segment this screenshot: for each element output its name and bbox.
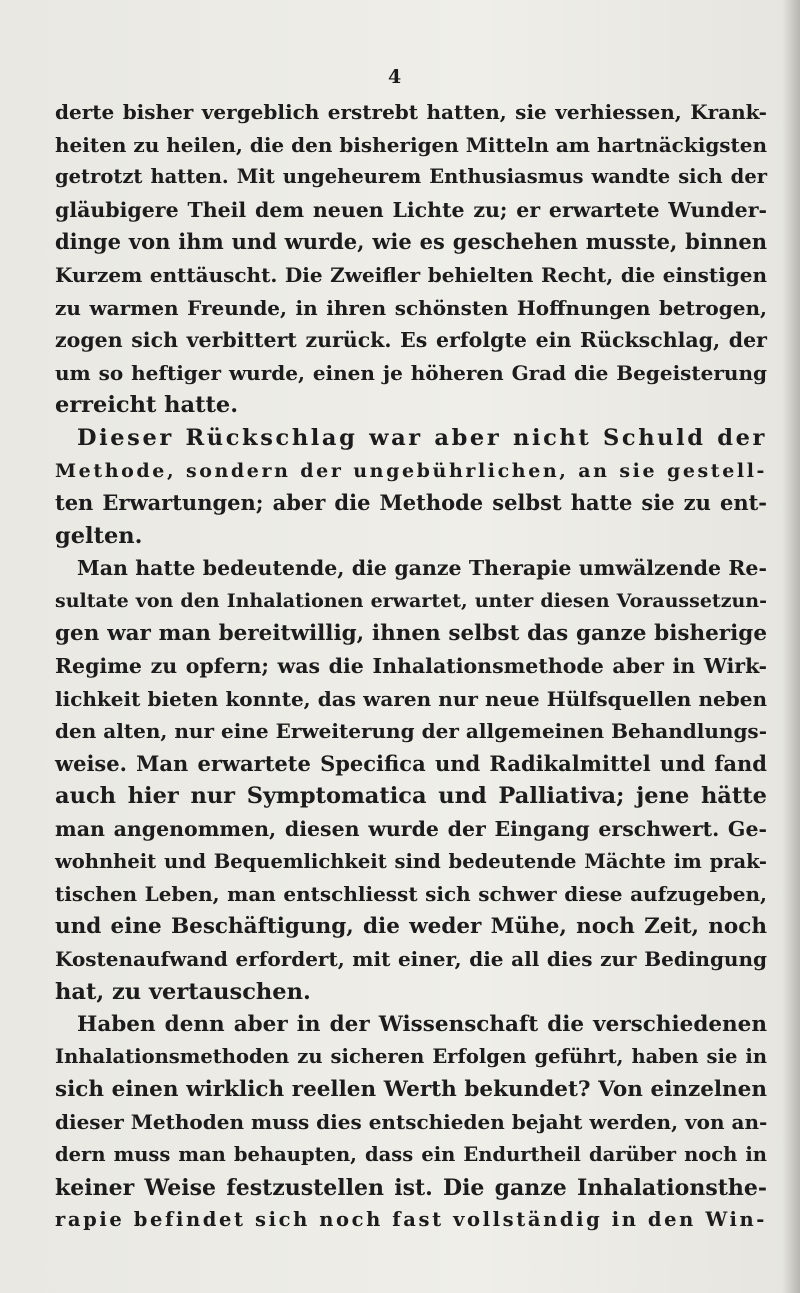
text-line: um so heftiger wurde, einen je höheren Grad die Begeisterung: [55, 360, 767, 385]
text-line: gen war man bereitwillig, ihnen selbst das ganze bisherige: [55, 620, 767, 646]
text-line: Man hatte bedeutende, die ganze Therapie umwälzende Re-: [77, 556, 767, 581]
text-line: ten Erwartungen; aber die Methode selbst hatte sie zu ent-: [55, 490, 767, 516]
text-line: hat, zu vertauschen.: [55, 979, 311, 1006]
text-line: rapie befindet sich noch fast vollständig in den Win-: [55, 1208, 767, 1232]
text-line: zu warmen Freunde, in ihren schönsten Hoffnungen betrogen,: [55, 295, 767, 320]
text-line: weise. Man erwartete Specifica und Radikalmittel und fand: [55, 750, 767, 776]
text-line: zogen sich verbittert zurück. Es erfolgte ein Rückschlag, der: [55, 328, 767, 353]
text-line: Kurzem enttäuscht. Die Zweifler behielten Recht, die einstigen: [55, 262, 767, 287]
text-line: sultate von den Inhalationen erwartet, unter diesen Voraussetzun-: [55, 589, 767, 612]
text-line: getrotzt hatten. Mit ungeheurem Enthusiasmus wandte sich der: [55, 165, 767, 189]
text-line: derte bisher vergeblich erstrebt hatten, sie verhiessen, Krank-: [55, 100, 767, 124]
text-line: gläubigere Theil dem neuen Lichte zu; er erwartete Wunder-: [55, 197, 767, 222]
text-line: Inhalationsmethoden zu sicheren Erfolgen geführt, haben sie in: [55, 1045, 767, 1069]
text-line: erreicht hatte.: [55, 392, 239, 419]
body-text: [55, 96, 767, 1237]
text-line: und eine Beschäftigung, die weder Mühe, noch Zeit, noch: [55, 913, 767, 939]
text-line: dinge von ihm und wurde, wie es geschehen musste, binnen: [55, 229, 767, 255]
text-line: keiner Weise festzustellen ist. Die ganze Inhalationsthe-: [55, 1174, 767, 1201]
text-line: Haben denn aber in der Wissenschaft die verschiedenen: [77, 1011, 767, 1037]
text-line: Dieser Rückschlag war aber nicht Schuld der: [77, 424, 767, 451]
page-edge-shadow: [782, 0, 800, 1293]
text-line: tischen Leben, man entschliesst sich schwer diese aufzugeben,: [55, 882, 767, 907]
text-line: sich einen wirklich reellen Werth bekundet? Von einzelnen: [55, 1076, 767, 1102]
text-line: auch hier nur Symptomatica und Palliativa; jene hätte: [55, 783, 767, 810]
text-line: dern muss man behaupten, dass ein Endurtheil darüber noch in: [55, 1143, 767, 1166]
text-line: Methode, sondern der ungebührlichen, an sie gestell-: [55, 459, 767, 482]
text-line: man angenommen, diesen wurde der Eingang erschwert. Ge-: [55, 817, 767, 842]
text-line: Regime zu opfern; was die Inhalationsmethode aber in Wirk-: [55, 654, 767, 679]
text-line: lichkeit bieten konnte, das waren nur neue Hülfsquellen neben: [55, 686, 767, 711]
text-line: heiten zu heilen, die den bisherigen Mitteln am hartnäckigsten: [55, 132, 768, 157]
text-line: wohnheit und Bequemlichkeit sind bedeutende Mächte im prak-: [55, 849, 767, 873]
text-line: Kostenaufwand erfordert, mit einer, die all dies zur Bedingung: [55, 947, 767, 972]
text-line: gelten.: [55, 522, 143, 549]
text-line: den alten, nur eine Erweiterung der allgemeinen Behandlungs-: [55, 719, 767, 744]
page-number: 4: [388, 66, 402, 88]
text-line: dieser Methoden muss dies entschieden bejaht werden, von an-: [55, 1110, 768, 1135]
